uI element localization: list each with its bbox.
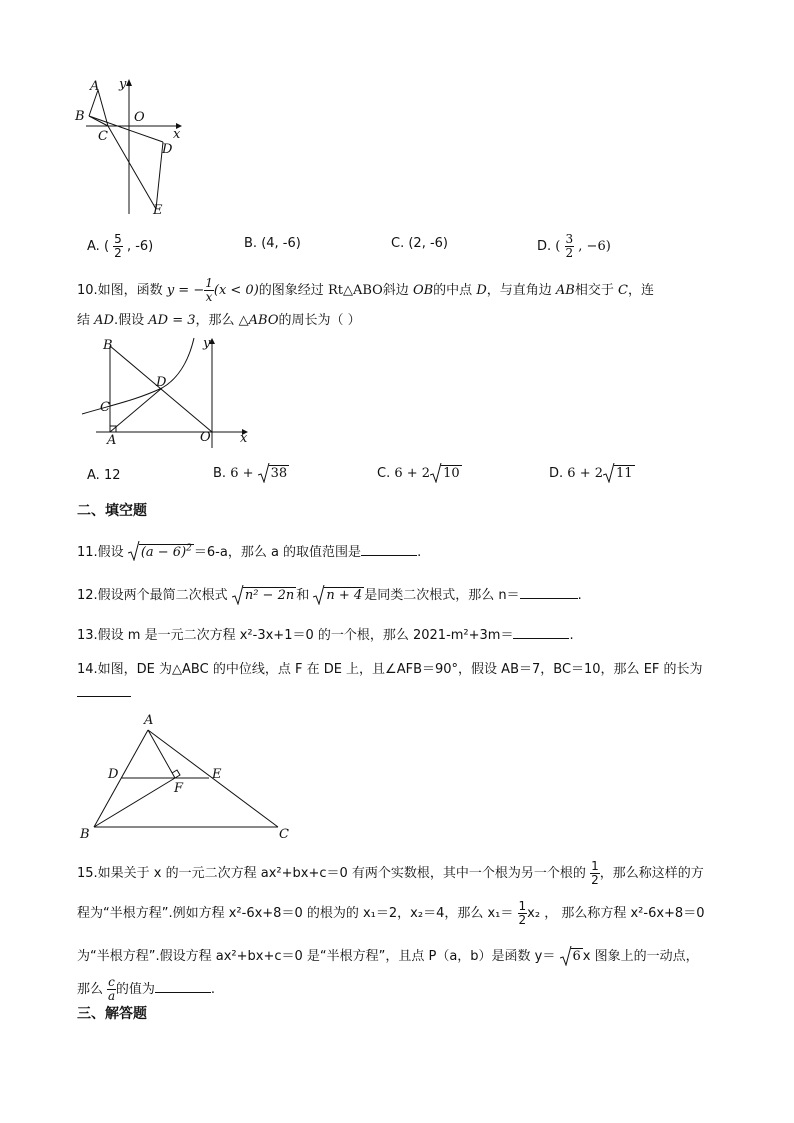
- q10-text-a: 的图象经过: [258, 283, 324, 298]
- q13-text: 13.假设 m 是一元二次方程 x²-3x+1＝0 的一个根，那么 2021-m²+3m＝: [77, 628, 514, 643]
- q15-ca-den: a: [107, 989, 116, 1003]
- q15-line2-num: 1: [518, 899, 527, 913]
- q9-label-x: x: [173, 127, 181, 142]
- q10-func-frac: [204, 277, 214, 304]
- q10-option-a[interactable]: [87, 468, 120, 483]
- q12: [77, 584, 582, 603]
- q14-seg-AF: [148, 730, 175, 778]
- q10-label-O: O: [200, 430, 211, 445]
- q12-end: .: [577, 588, 582, 603]
- q10-option-c-letter: C.: [377, 466, 391, 481]
- q9-option-b-text: (4, -6): [261, 236, 301, 251]
- q15-line2: [77, 900, 704, 927]
- q9-option-d[interactable]: [537, 233, 611, 260]
- q10-option-d[interactable]: [549, 466, 635, 481]
- q12-sqrt1: [232, 588, 296, 603]
- q10-text-c: 的中点: [433, 283, 473, 298]
- q13-end: .: [569, 628, 574, 643]
- q14-seg-BF: [94, 778, 175, 827]
- q10-label-C: C: [100, 400, 110, 415]
- q10-ad-eq: AD = 3: [148, 313, 196, 328]
- q15-line3-sqrt: [560, 949, 583, 964]
- q11-answer-blank[interactable]: [361, 543, 417, 556]
- q15-line1-b: ，那么称这样的方: [599, 866, 704, 881]
- q14-label-C: C: [279, 827, 289, 842]
- q15-line4-a: 那么: [77, 982, 104, 997]
- q15-line2-frac: [518, 900, 528, 927]
- q9-option-a[interactable]: [87, 233, 153, 260]
- q14-label-D: D: [108, 767, 119, 782]
- q10-func-cond: (x < 0): [213, 283, 259, 298]
- q9-option-a-num: 5: [114, 232, 122, 246]
- q10-c: C: [618, 283, 628, 298]
- q9-option-d-rest: , −6): [578, 239, 611, 254]
- q9-option-a-rest: , -6): [126, 239, 154, 254]
- q15-half-num: 1: [591, 859, 599, 873]
- q9-seg-CE: [108, 126, 156, 209]
- q12-answer-blank[interactable]: [520, 586, 578, 599]
- q13: [77, 624, 574, 643]
- radical-icon: [603, 463, 615, 483]
- q9-option-a-frac: [113, 233, 123, 260]
- q13-answer-blank[interactable]: [513, 626, 569, 639]
- q11-end: .: [417, 545, 422, 560]
- q9-option-d-frac: [565, 233, 575, 260]
- q12-rad2: n + 4: [326, 588, 363, 603]
- q10-text-b: 斜边: [382, 283, 409, 298]
- q10-line2-d: 的周长为（ ）: [278, 313, 361, 328]
- q10-seg-AD: [110, 388, 162, 432]
- q9-option-d-open: (: [555, 239, 561, 254]
- q10-option-c-pre: 6 + 2: [394, 466, 431, 481]
- q12-rad1: n² − 2n: [244, 588, 295, 603]
- q9-option-a-open: (: [103, 239, 110, 254]
- radical-icon: [232, 585, 244, 605]
- q9-option-c-text: (2, -6): [408, 236, 449, 251]
- q9-label-B: B: [75, 109, 85, 124]
- q12-prefix: 12.假设两个最简二次根式: [77, 588, 228, 603]
- q15-line2-c: ， 那么称方程 x²-6x+8＝0: [544, 906, 705, 921]
- section-fill-in-title: 二、填空题: [77, 503, 147, 519]
- q9-label-C: C: [98, 129, 108, 144]
- q14-figure: [76, 710, 296, 842]
- radical-icon: [430, 463, 442, 483]
- q15-line3-a: 为“半根方程”.假设方程 ax²+bx+c＝0 是“半根方程”，且点 P（a，b）是函数 y＝: [77, 949, 556, 964]
- q10-label-y: y: [203, 336, 211, 351]
- q15-half-den: 2: [591, 873, 599, 887]
- q10-ab: AB: [555, 283, 575, 298]
- q10-d: D: [476, 283, 487, 298]
- radical-icon: [560, 946, 572, 966]
- radical-icon: [258, 463, 270, 483]
- q10-ad: AD: [94, 313, 114, 328]
- q9-label-A: A: [90, 79, 100, 94]
- q11: [77, 541, 421, 560]
- q15-ca-frac: [107, 976, 116, 1003]
- q9-option-d-num: 3: [565, 232, 574, 246]
- q12-suffix: 是同类二次根式，那么 n＝: [364, 588, 520, 603]
- q10-label-B: B: [103, 338, 113, 353]
- q10-rt: Rt△ABO: [327, 283, 383, 298]
- q14-label-E: E: [212, 767, 222, 782]
- q10-line1: [77, 277, 654, 304]
- q9-option-b-letter: B.: [244, 236, 258, 251]
- q10-label-x: x: [240, 431, 248, 446]
- q10-option-c[interactable]: [377, 466, 462, 481]
- q15-line2-a: 程为“半根方程”.例如方程 x²-6x+8＝0 的根为的 x₁＝2，x₂＝4，那么 x₁＝: [77, 906, 514, 921]
- q10-option-c-sqrt: [430, 466, 462, 481]
- q15-answer-blank[interactable]: [155, 980, 211, 993]
- q11-suffix: ＝6-a，那么 a 的取值范围是: [193, 545, 362, 560]
- q14-label-B: B: [80, 827, 90, 842]
- q10-func-y: y = −: [166, 283, 205, 298]
- q10-line2-c: ，那么: [195, 313, 235, 328]
- radical-icon: [313, 585, 325, 605]
- q15-line3-b: x 图象上的一动点，: [582, 949, 699, 964]
- q14-text: 14.如图，DE 为△ABC 的中位线，点 F 在 DE 上，且∠AFB＝90°，假设 AB＝7，BC＝10，那么 EF 的长为: [77, 662, 703, 677]
- q10-option-b-pre: 6 +: [230, 466, 258, 481]
- q14-label-F: F: [174, 781, 184, 796]
- q15-end: .: [210, 982, 216, 997]
- q15-line1-a: 15.如果关于 x 的一元二次方程 ax²+bx+c＝0 有两个实数根，其中一个根为另一个根的: [77, 866, 586, 881]
- q9-option-d-letter: D.: [537, 239, 552, 254]
- q10-option-d-sqrt: [603, 466, 635, 481]
- q15-line2-den: 2: [518, 913, 527, 927]
- q11-rad: (a − 6): [140, 545, 187, 560]
- q10-option-b-rad: 38: [270, 466, 288, 481]
- q10-ob: OB: [412, 283, 434, 298]
- q10-line2: [77, 309, 361, 328]
- q9-option-a-den: 2: [114, 246, 122, 260]
- q11-prefix: 11.假设: [77, 545, 124, 560]
- q10-option-c-rad: 10: [443, 466, 460, 481]
- q11-sqrt: [128, 544, 194, 560]
- radical-icon: [128, 541, 140, 561]
- q15-line4: [77, 976, 215, 1003]
- q10-option-b-sqrt: [258, 466, 290, 481]
- q9-figure: [70, 74, 190, 219]
- q11-sup: 2: [186, 543, 192, 554]
- q9-option-c[interactable]: [391, 236, 448, 251]
- q14-label-A: A: [144, 713, 154, 728]
- q10-option-d-pre: 6 + 2: [567, 466, 603, 481]
- q10-option-a-text: 12: [103, 468, 121, 483]
- q10-prefix: 10.如图，函数: [77, 283, 163, 298]
- q10-text-d: ，与直角边: [486, 283, 552, 298]
- q12-sqrt2: [313, 588, 364, 603]
- q15-line4-b: 的值为: [115, 982, 155, 997]
- q15-line1: [77, 860, 704, 887]
- section-solve-title: 三、解答题: [77, 1006, 147, 1022]
- q10-option-a-letter: A.: [87, 468, 100, 483]
- q15-half-frac: [590, 860, 600, 887]
- q9-option-b[interactable]: [244, 236, 301, 251]
- q10-option-d-rad: 11: [616, 466, 633, 481]
- q9-label-y: y: [119, 77, 127, 92]
- q10-func-den: x: [205, 290, 213, 304]
- q10-tri: △ABO: [238, 313, 279, 328]
- q9-option-d-den: 2: [565, 246, 574, 260]
- q12-mid: 和: [296, 588, 310, 603]
- q15-ca-num: c: [108, 975, 115, 989]
- q10-line2-b: .假设: [113, 313, 145, 328]
- q10-line2-a: 结: [77, 313, 91, 328]
- q9-option-a-letter: A.: [87, 239, 100, 254]
- q9-label-O: O: [134, 110, 145, 125]
- q14-answer-blank[interactable]: [77, 684, 131, 701]
- q9-label-D: D: [162, 142, 173, 157]
- q10-figure: [76, 334, 256, 450]
- q10-option-d-letter: D.: [549, 466, 564, 481]
- q10-text-f: ，连: [627, 283, 654, 298]
- q10-text-e: 相交于: [574, 283, 614, 298]
- q15-line3: [77, 945, 699, 964]
- q9-y-arrow: [126, 79, 132, 86]
- q10-label-D: D: [156, 375, 167, 390]
- q15-line3-rad: 6: [572, 949, 581, 964]
- q9-label-E: E: [153, 203, 163, 218]
- q10-label-A: A: [107, 433, 117, 448]
- q10-option-b[interactable]: [213, 466, 289, 481]
- q10-option-b-letter: B.: [213, 466, 227, 481]
- q10-func-num: 1: [205, 276, 213, 290]
- q15-line2-b: x₂: [527, 906, 541, 921]
- q14: [77, 658, 703, 677]
- q9-option-c-letter: C.: [391, 236, 405, 251]
